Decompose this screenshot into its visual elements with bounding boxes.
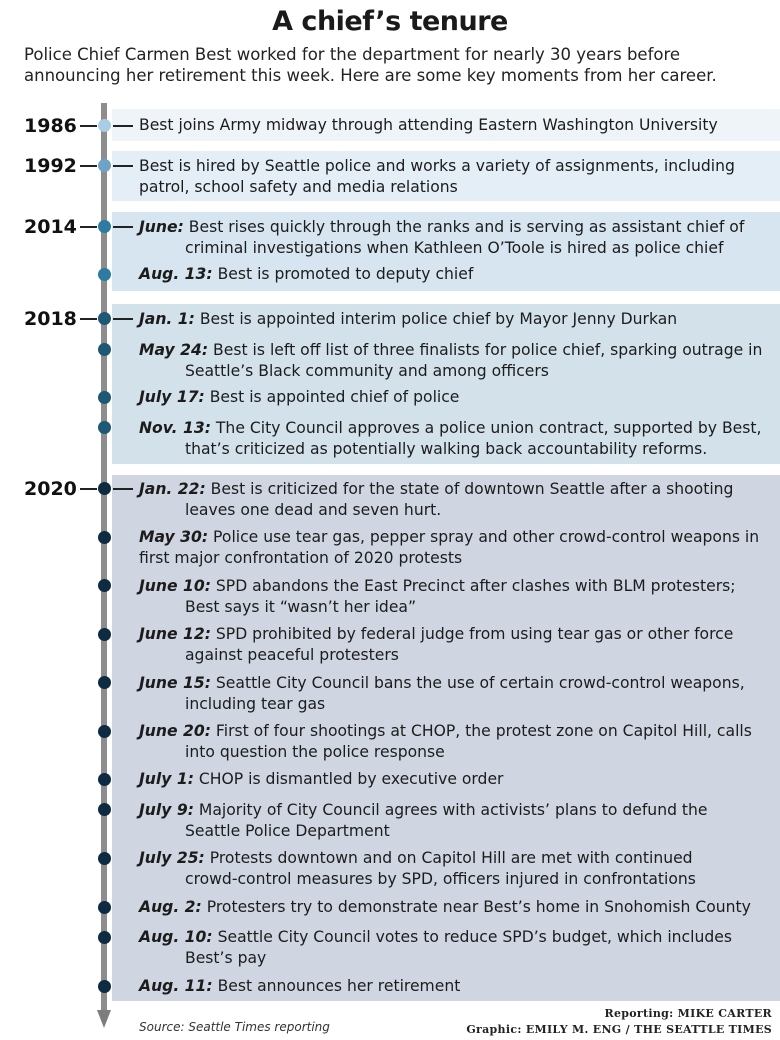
year-label-1986: 1986	[24, 115, 77, 137]
event-text-continued: leaves one dead and seven hurt.	[185, 501, 442, 519]
year-tick	[80, 165, 97, 167]
timeline-dot	[98, 391, 111, 404]
timeline-dot	[98, 773, 111, 786]
event-text-continued: that’s criticized as potentially walking back accountability reforms.	[185, 440, 708, 458]
event-text: SPD abandons the East Precinct after clashes with BLM protesters;	[210, 577, 736, 595]
year-tick	[113, 125, 133, 127]
year-tick	[80, 488, 97, 490]
credit-reporting: Reporting: MIKE CARTER	[604, 1007, 772, 1020]
event-date: June 10:	[139, 577, 211, 595]
event-text: Best joins Army midway through attending Eastern Washington University	[139, 116, 718, 134]
event-text: Police use tear gas, pepper spray and other crowd-control weapons in	[208, 528, 760, 546]
event-text: Best is promoted to deputy chief	[212, 265, 474, 283]
year-label-2014: 2014	[24, 216, 77, 238]
year-label-2018: 2018	[24, 308, 77, 330]
event-text: Best is hired by Seattle police and works a variety of assignments, including	[139, 157, 735, 175]
event-text-continued: crowd-control measures by SPD, officers injured in confrontations	[185, 870, 696, 888]
year-tick	[80, 125, 97, 127]
event-text: Majority of City Council agrees with activists’ plans to defund the	[193, 801, 708, 819]
timeline-axis	[101, 103, 107, 1013]
timeline-event	[139, 387, 769, 408]
timeline-event	[139, 264, 769, 285]
year-label-2020: 2020	[24, 478, 77, 500]
event-text-continued: including tear gas	[185, 695, 326, 713]
event-date: June 20:	[139, 722, 211, 740]
year-tick	[113, 488, 133, 490]
event-text-continued: first major confrontation of 2020 protests	[139, 549, 463, 567]
timeline-event	[139, 479, 769, 521]
timeline-dot	[98, 421, 111, 434]
event-text-continued: Seattle Police Department	[185, 822, 390, 840]
timeline-event	[139, 673, 769, 715]
event-date: July 25:	[139, 849, 205, 867]
year-tick	[113, 165, 133, 167]
timeline-dot	[98, 220, 111, 233]
timeline-event	[139, 721, 769, 763]
event-date: June 15:	[139, 674, 211, 692]
event-text: CHOP is dismantled by executive order	[193, 770, 504, 788]
timeline-dot	[98, 931, 111, 944]
timeline-event	[139, 418, 769, 460]
event-date: Aug. 13:	[139, 265, 213, 283]
event-date: July 9:	[139, 801, 194, 819]
event-text-continued: Best says it “wasn’t her idea”	[185, 598, 417, 616]
timeline-event	[139, 848, 769, 890]
year-label-1992: 1992	[24, 155, 77, 177]
event-date: Aug. 10:	[139, 928, 213, 946]
timeline-event	[139, 624, 769, 666]
event-text: Protesters try to demonstrate near Best’s home in Snohomish County	[201, 898, 751, 916]
event-text: Seattle City Council bans the use of certain crowd-control weapons,	[210, 674, 745, 692]
timeline-dot	[98, 119, 111, 132]
timeline-event	[139, 115, 769, 136]
event-text: Best is left off list of three finalists for police chief, sparking outrage in	[208, 341, 763, 359]
timeline-dot	[98, 312, 111, 325]
event-date: July 17:	[139, 388, 205, 406]
event-text-continued: Best’s pay	[185, 949, 267, 967]
event-text: The City Council approves a police union contract, supported by Best,	[210, 419, 762, 437]
timeline-event	[139, 340, 769, 382]
event-text: Best is criticized for the state of downtown Seattle after a shooting	[205, 480, 734, 498]
event-text-continued: patrol, school safety and media relations	[139, 178, 458, 196]
credit-graphic: Graphic: EMILY M. ENG / THE SEATTLE TIMES	[466, 1023, 772, 1036]
timeline-event	[139, 217, 769, 259]
year-tick	[113, 226, 133, 228]
year-tick	[80, 318, 97, 320]
source-note: Source: Seattle Times reporting	[139, 1020, 330, 1034]
event-text-continued: against peaceful protesters	[185, 646, 399, 664]
timeline-dot	[98, 343, 111, 356]
event-text: Best announces her retirement	[212, 977, 461, 995]
timeline-dot	[98, 628, 111, 641]
event-date: May 24:	[139, 341, 209, 359]
event-text-continued: criminal investigations when Kathleen O’Toole is hired as police chief	[185, 239, 724, 257]
event-date: Aug. 2:	[139, 898, 202, 916]
timeline-event	[139, 309, 769, 330]
year-tick	[80, 226, 97, 228]
timeline-event	[139, 769, 769, 790]
event-text: Best is appointed chief of police	[204, 388, 460, 406]
timeline-event	[139, 156, 769, 198]
event-text-continued: into question the police response	[185, 743, 445, 761]
event-text: Best is appointed interim police chief by Mayor Jenny Durkan	[194, 310, 678, 328]
timeline-arrow-icon	[97, 1010, 111, 1028]
event-date: June:	[139, 218, 184, 236]
event-date: Jan. 1:	[139, 310, 195, 328]
timeline-dot	[98, 803, 111, 816]
year-tick	[113, 318, 133, 320]
event-text-continued: Seattle’s Black community and among officers	[185, 362, 549, 380]
event-date: Jan. 22:	[139, 480, 206, 498]
event-date: Aug. 11:	[139, 977, 213, 995]
event-text: Seattle City Council votes to reduce SPD’s budget, which includes	[212, 928, 732, 946]
page-title: A chief’s tenure	[272, 6, 508, 37]
timeline-event	[139, 800, 769, 842]
event-date: June 12:	[139, 625, 211, 643]
timeline-dot	[98, 725, 111, 738]
event-text: Protests downtown and on Capitol Hill are met with continued	[204, 849, 693, 867]
intro-text: Police Chief Carmen Best worked for the department for nearly 30 years before announcing her retirement this week. Here are some key moments from her career.	[24, 45, 717, 85]
timeline-event	[139, 927, 769, 969]
timeline-dot	[98, 531, 111, 544]
timeline-dot	[98, 676, 111, 689]
event-date: May 30:	[139, 528, 209, 546]
event-date: July 1:	[139, 770, 194, 788]
timeline-dot	[98, 901, 111, 914]
timeline-event	[139, 527, 769, 569]
event-date: Nov. 13:	[139, 419, 211, 437]
credits	[412, 1006, 772, 1038]
timeline-dot	[98, 852, 111, 865]
event-text: SPD prohibited by federal judge from using tear gas or other force	[210, 625, 734, 643]
timeline-dot	[98, 159, 111, 172]
timeline-dot	[98, 482, 111, 495]
event-text: Best rises quickly through the ranks and is serving as assistant chief of	[183, 218, 745, 236]
timeline-dot	[98, 980, 111, 993]
timeline-dot	[98, 268, 111, 281]
event-text: First of four shootings at CHOP, the protest zone on Capitol Hill, calls	[210, 722, 752, 740]
timeline-event	[139, 576, 769, 618]
timeline-event	[139, 897, 769, 918]
timeline-dot	[98, 579, 111, 592]
timeline-event	[139, 976, 769, 997]
